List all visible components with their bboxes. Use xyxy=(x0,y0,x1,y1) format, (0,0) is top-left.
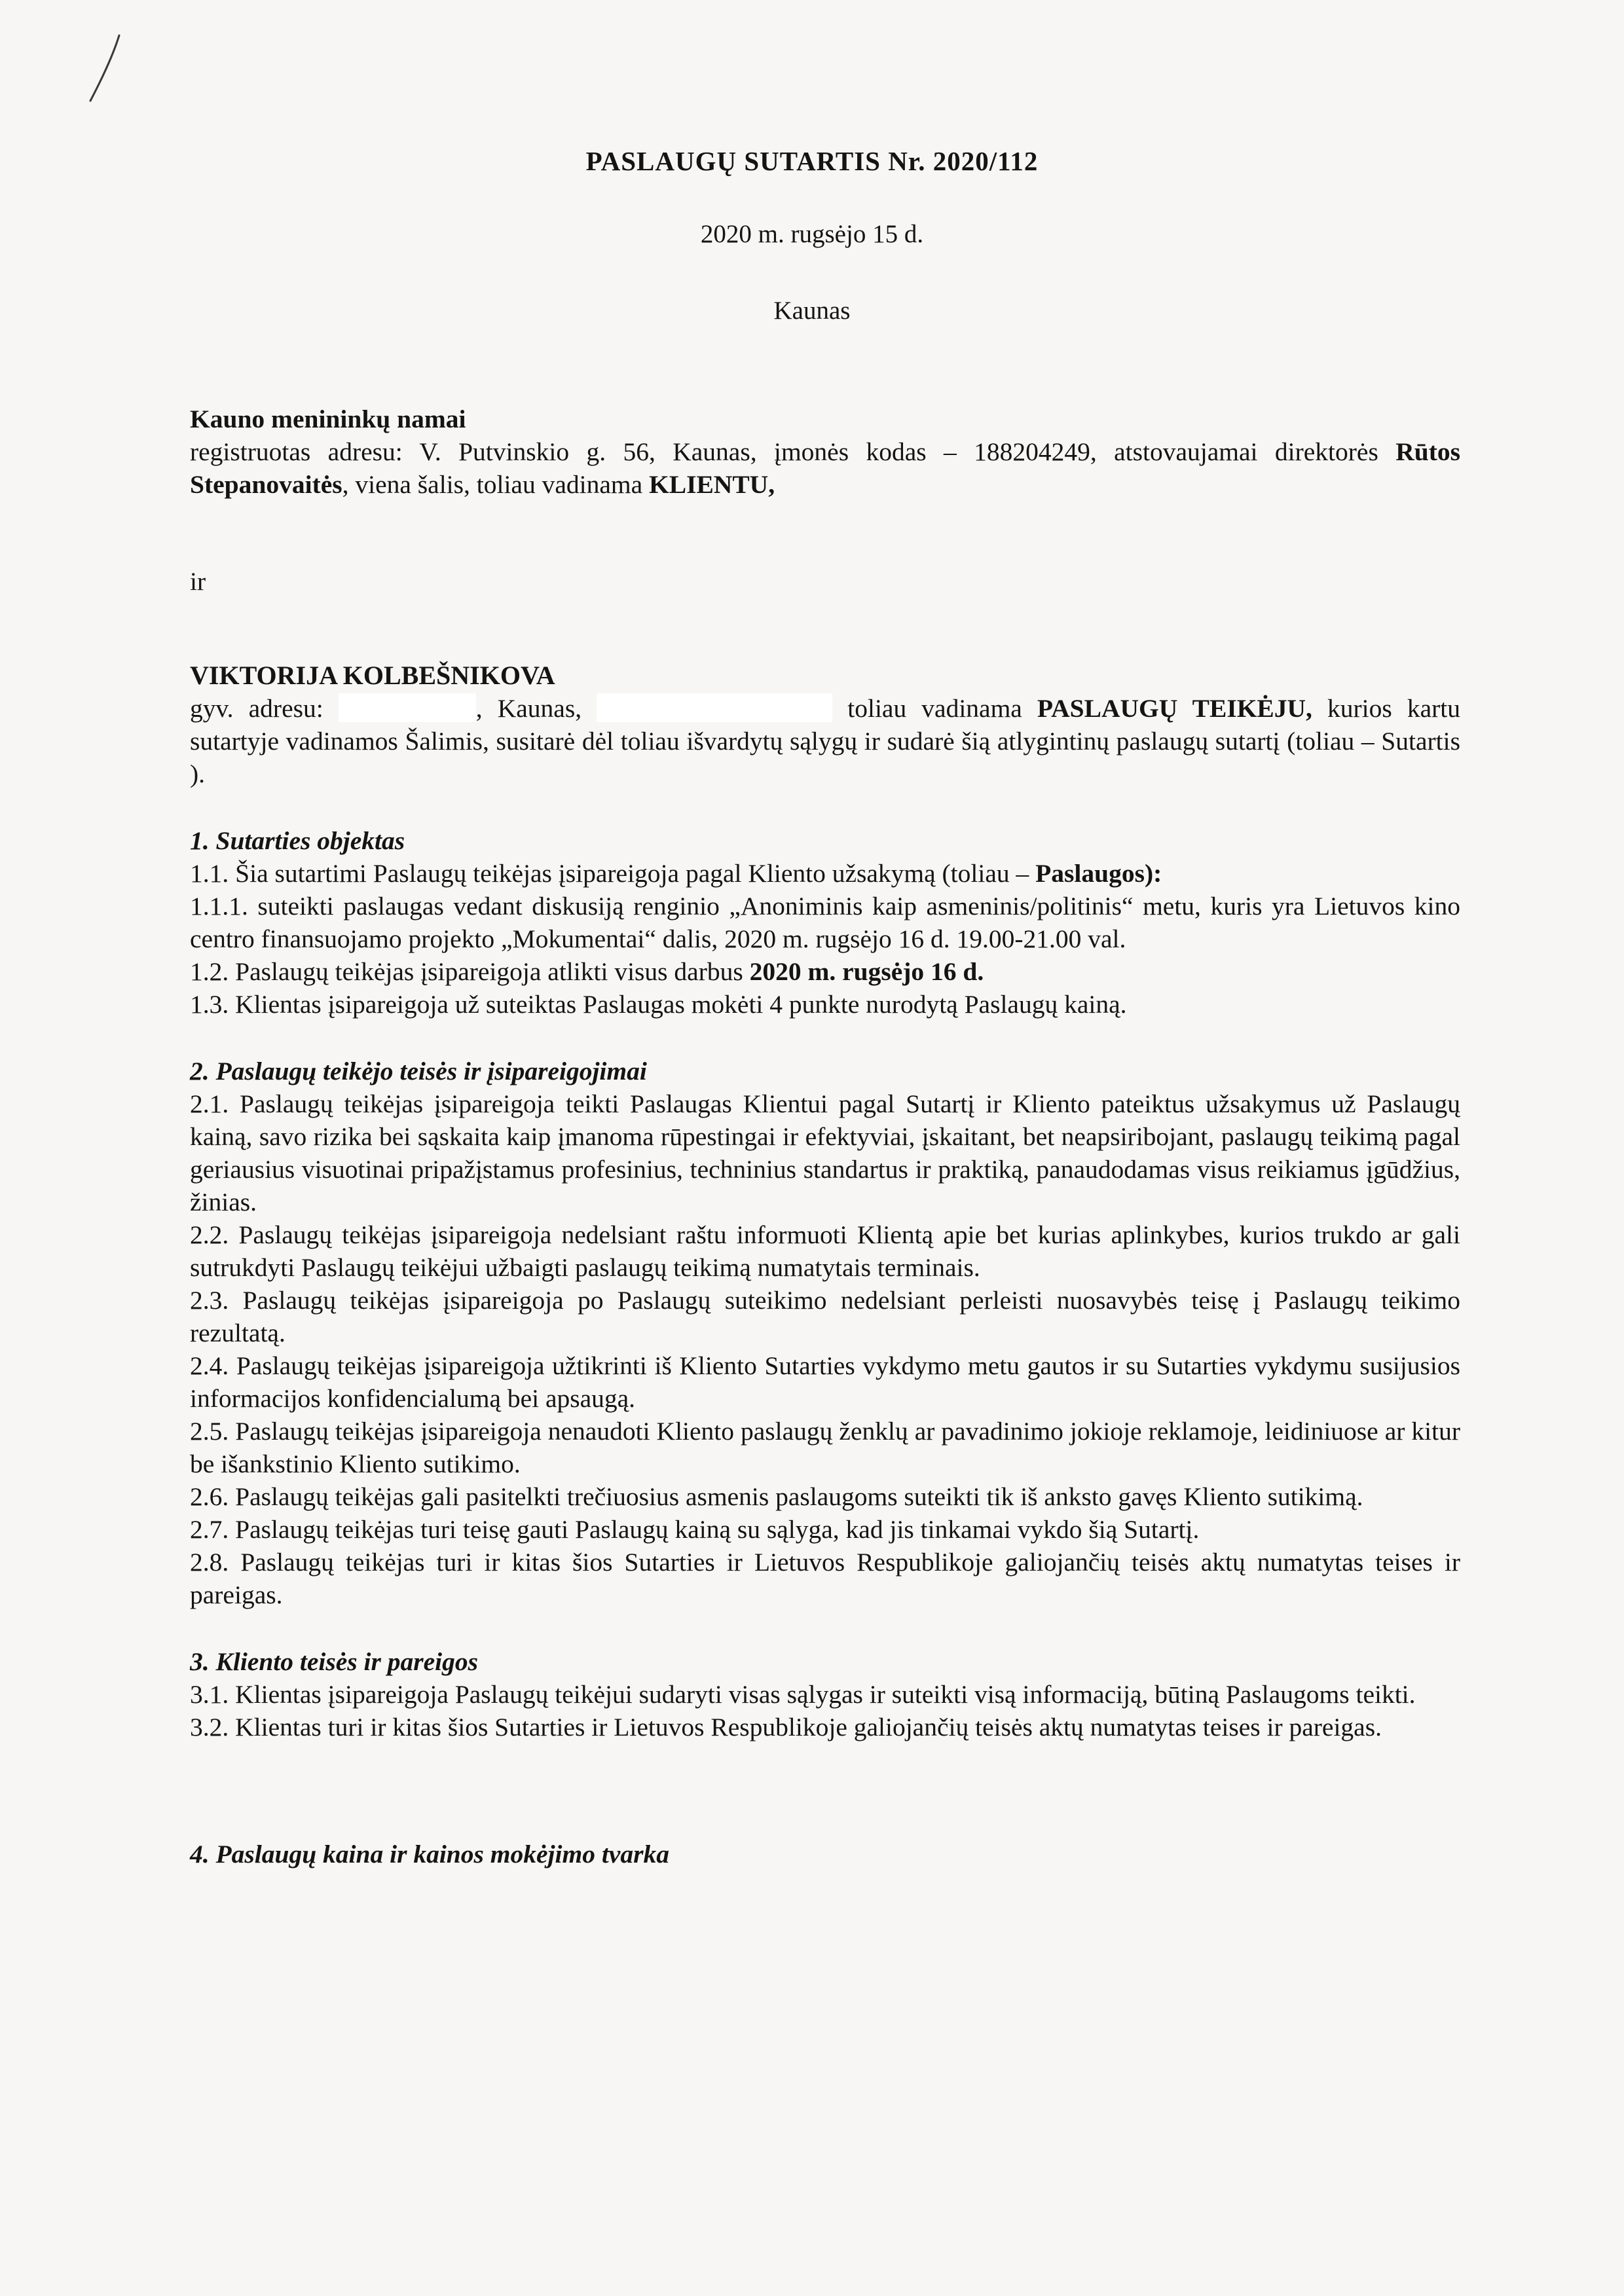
client-role: KLIENTU, xyxy=(649,470,775,499)
redacted-personal-code xyxy=(597,693,832,722)
contract-city: Kaunas xyxy=(773,297,851,325)
contract-date: 2020 m. rugsėjo 15 d. xyxy=(700,220,924,248)
client-line2: , viena šalis, toliau vadinama xyxy=(342,470,650,499)
clause-2-5: 2.5. Paslaugų teikėjas įsipareigoja nenaudoti Kliento paslaugų ženklų ar pavadinimo jokioje reklamoje, leidiniuose ar kitur be išankstinio Kliento sutikimo. xyxy=(190,1417,1460,1478)
provider-addr-tail: kurios kartu sutartyje vadinamos Šalimis, susitarė dėl toliau išvardytų sąlygų ir sudarė šią atlygintinų paslaugų sutartį (toliau – Sutartis ). xyxy=(190,694,1460,788)
clause-1-2 xyxy=(190,955,1460,988)
provider-details xyxy=(190,692,1460,790)
clause-3-1: 3.1. Klientas įsipareigoja Paslaugų teikėjui sudaryti visas sąlygas ir suteikti visą informaciją, būtiną Paslaugoms teikti. xyxy=(190,1680,1416,1709)
provider-name: VIKTORIJA KOLBEŠNIKOVA xyxy=(190,661,555,690)
contract-body xyxy=(190,403,1460,1870)
clause-1-2-bold: 2020 m. rugsėjo 16 d. xyxy=(749,957,984,986)
client-details xyxy=(190,435,1460,501)
clause-1-1-text: 1.1. Šia sutartimi Paslaugų teikėjas įsipareigoja pagal Kliento užsakymą (toliau – xyxy=(190,859,1036,888)
clause-1-3: 1.3. Klientas įsipareigoja už suteiktas Paslaugas mokėti 4 punkte nurodytą Paslaugų kainą. xyxy=(190,990,1127,1019)
clause-2-7: 2.7. Paslaugų teikėjas turi teisę gauti Paslaugų kainą su sąlyga, kad jis tinkamai vykdo šią Sutartį. xyxy=(190,1515,1200,1544)
provider-addr-label: gyv. adresu: xyxy=(190,694,339,723)
section3-heading: 3. Kliento teisės ir pareigos xyxy=(190,1647,478,1676)
section2-heading: 2. Paslaugų teikėjo teisės ir įsipareigojimai xyxy=(190,1057,647,1085)
clause-3-2: 3.2. Klientas turi ir kitas šios Sutarties ir Lietuvos Respublikoje galiojančių teisės aktų numatytas teises ir pareigas. xyxy=(190,1713,1382,1741)
clause-2-4: 2.4. Paslaugų teikėjas įsipareigoja užtikrinti iš Kliento Sutarties vykdymo metu gautos ir su Sutarties vykdymu susijusios informacijos konfidencialumą bei apsaugą. xyxy=(190,1351,1460,1413)
section4-heading: 4. Paslaugų kaina ir kainos mokėjimo tvarka xyxy=(190,1840,669,1868)
contract-title: PASLAUGŲ SUTARTIS Nr. 2020/112 xyxy=(585,146,1039,176)
provider-role: PASLAUGŲ TEIKĖJU, xyxy=(1037,694,1312,723)
client-line1: registruotas adresu: V. Putvinskio g. 56, Kaunas, įmonės kodas – 188204249, atstovaujamai direktorės xyxy=(190,437,1378,466)
clause-1-1-1: 1.1.1. suteikti paslaugas vedant diskusiją renginio „Anoniminis kaip asmeninis/politinis“ metu, kuris yra Lietuvos kino centro finansuojamo projekto „Mokumentai“ dalis, 2020 m. rugsėjo 16 d. 19.00-21.00 val. xyxy=(190,892,1460,953)
clause-2-1: 2.1. Paslaugų teikėjas įsipareigoja teikti Paslaugas Klientui pagal Sutartį ir Kliento pateiktus užsakymus už Paslaugų kainą, savo rizika bei sąskaita kaip įmanoma rūpestingai ir efektyviai, įskaitant, bet neapsiribojant, paslaugų teikimą pagal geriausius visuotinai pripažįstamus profesinius, techninius standartus ir praktiką, panaudodamas visus reikiamus įgūdžius, žinias. xyxy=(190,1089,1460,1216)
client-director: Rūtos Stepanovaitės xyxy=(190,437,1461,499)
clause-2-3: 2.3. Paslaugų teikėjas įsipareigoja po Paslaugų suteikimo nedelsiant perleisti nuosavybės teisę į Paslaugų teikimo rezultatą. xyxy=(190,1286,1460,1347)
section1-heading: 1. Sutarties objektas xyxy=(190,826,405,855)
clause-2-2: 2.2. Paslaugų teikėjas įsipareigoja nedelsiant raštu informuoti Klientą apie bet kurias aplinkybes, kurios trukdo ar gali sutrukdyti Paslaugų teikėjui užbaigti paslaugų teikimą numatytais terminais. xyxy=(190,1220,1460,1282)
provider-addr-city: , Kaunas, xyxy=(475,694,597,723)
pen-stroke-mark xyxy=(85,33,124,105)
and-word: ir xyxy=(190,567,206,596)
clause-1-2-text: 1.2. Paslaugų teikėjas įsipareigoja atlikti visus darbus xyxy=(190,957,750,986)
provider-addr-rest: toliau vadinama xyxy=(832,694,1037,723)
clause-2-8: 2.8. Paslaugų teikėjas turi ir kitas šios Sutarties ir Lietuvos Respublikoje galiojančių teisės aktų numatytas teises ir pareigas. xyxy=(190,1548,1460,1609)
client-name: Kauno menininkų namai xyxy=(190,405,466,433)
clause-2-6: 2.6. Paslaugų teikėjas gali pasitelkti trečiuosius asmenis paslaugoms suteikti tik iš anksto gavęs Kliento sutikimą. xyxy=(190,1482,1363,1511)
clause-1-1 xyxy=(190,857,1460,890)
clause-1-1-bold: Paslaugos): xyxy=(1035,859,1162,888)
redacted-street xyxy=(339,693,476,722)
